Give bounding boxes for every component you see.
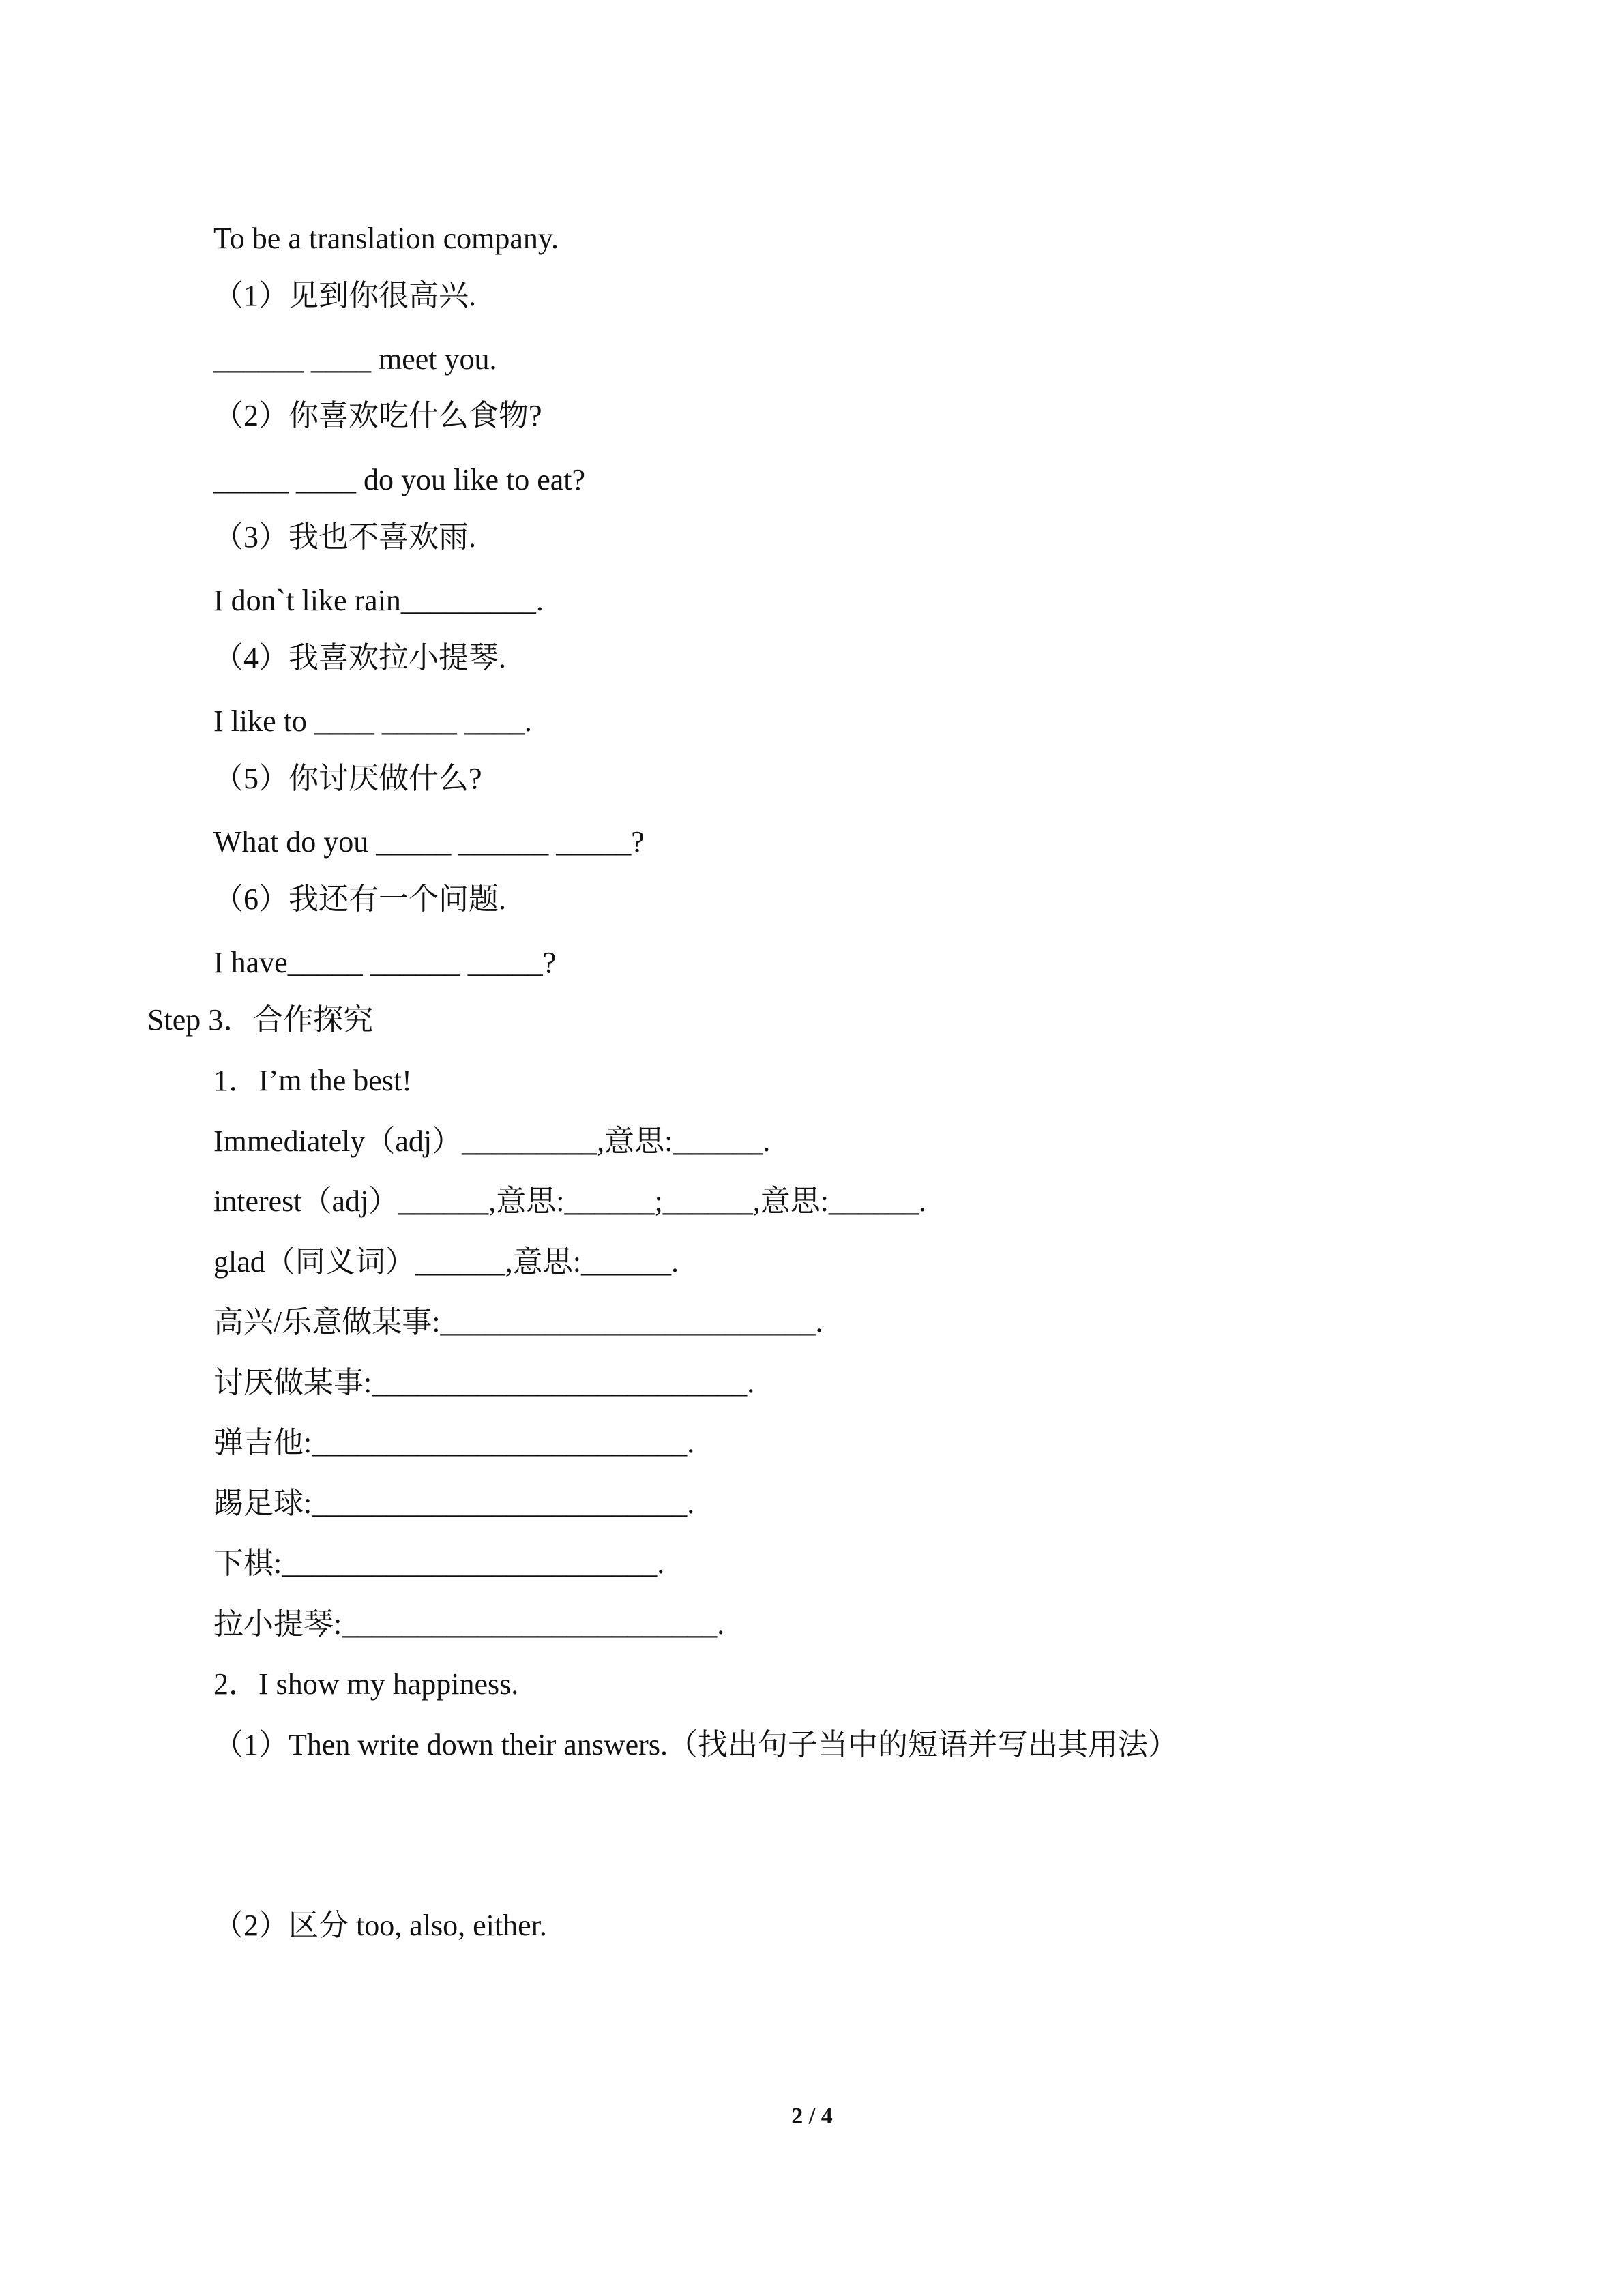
item-2-english: _____ ____ do you like to eat? bbox=[213, 463, 586, 496]
item-3-english: I don`t like rain_________. bbox=[213, 584, 544, 617]
section-1-title: 1．I’m the best! bbox=[213, 1064, 412, 1097]
section-1-line-2: interest（adj）______,意思:______;______,意思:______. bbox=[213, 1184, 926, 1218]
item-1-english: ______ ____ meet you. bbox=[213, 342, 497, 376]
section-1-line-8: 下棋:_________________________. bbox=[213, 1547, 665, 1580]
item-4-english: I like to ____ _____ ____. bbox=[213, 704, 532, 738]
section-1-line-5: 讨厌做某事:_________________________. bbox=[213, 1366, 755, 1399]
section-2-question-1: （1）Then write down their answers.（找出句子当中的短语并写出其用法） bbox=[213, 1728, 1178, 1761]
item-5-english: What do you _____ ______ _____? bbox=[213, 825, 645, 859]
section-1-line-4: 高兴/乐意做某事:_________________________. bbox=[213, 1305, 823, 1339]
intro-line: To be a translation company. bbox=[213, 222, 559, 255]
section-1-line-7: 踢足球:_________________________. bbox=[213, 1487, 695, 1520]
item-6-english: I have_____ ______ _____? bbox=[213, 946, 557, 979]
step3-heading: Step 3．合作探究 bbox=[147, 1003, 374, 1037]
section-1-line-6: 弹吉他:_________________________. bbox=[213, 1426, 695, 1459]
section-1-line-3: glad（同义词）______,意思:______. bbox=[213, 1245, 679, 1279]
item-4-chinese: （4）我喜欢拉小提琴. bbox=[213, 641, 506, 674]
section-1-line-1: Immediately（adj）_________,意思:______. bbox=[213, 1124, 771, 1158]
section-2-question-2: （2）区分 too, also, either. bbox=[213, 1909, 547, 1942]
page-number: 2 / 4 bbox=[791, 2104, 833, 2129]
item-6-chinese: （6）我还有一个问题. bbox=[213, 882, 506, 916]
item-2-chinese: （2）你喜欢吃什么食物? bbox=[213, 399, 542, 432]
item-3-chinese: （3）我也不喜欢雨. bbox=[213, 520, 476, 554]
section-2-title: 2．I show my happiness. bbox=[213, 1667, 519, 1701]
section-1-line-9: 拉小提琴:_________________________. bbox=[213, 1607, 725, 1641]
item-1-chinese: （1）见到你很高兴. bbox=[213, 279, 476, 312]
item-5-chinese: （5）你讨厌做什么? bbox=[213, 762, 482, 795]
